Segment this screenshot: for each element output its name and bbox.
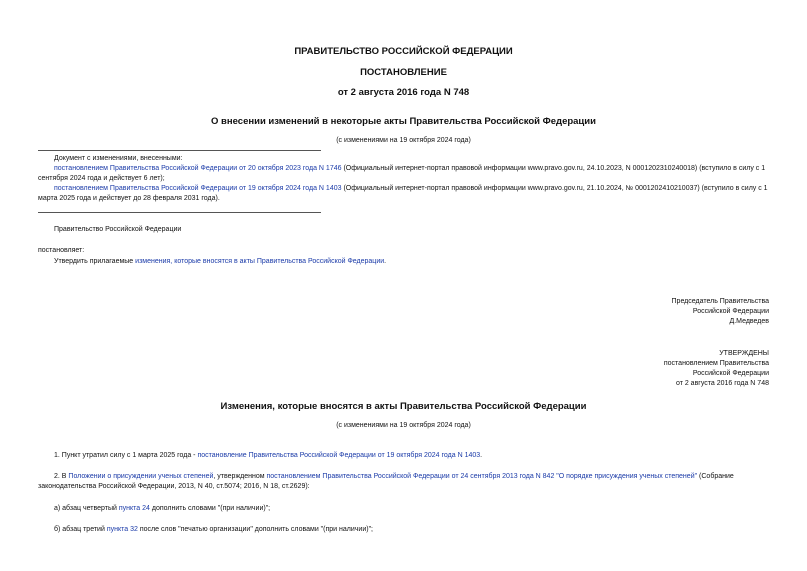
- annex-item-2: 2. В Положении о присуждении ученых степеней, утвержденном постановлением Правительства Российской Федерации от 24 сентября 2013 года N 842 "О порядке присуждения ученых степеней" (Собрание законодательства Российской Федерации, 2013, N 40, ст.5074; 2016, N 18, ст.2629):: [38, 473, 734, 490]
- approved-block: [469, 349, 769, 389]
- signatory-name: Д.Медведев: [729, 318, 769, 325]
- revision-note: (с изменениями на 19 октября 2024 года): [336, 137, 471, 144]
- signatory-position: Председатель Правительства: [671, 298, 769, 305]
- signatory-position-country: Российской Федерации: [692, 308, 769, 315]
- annex-item-1: 1. Пункт утратил силу с 1 марта 2025 года - постановление Правительства Российской Федерации от 19 октября 2024 года N 1403.: [54, 452, 483, 459]
- annex-item-a: а) абзац четвертый пункта 24 дополнить словами "(при наличии)";: [54, 505, 271, 512]
- government-heading: ПРАВИТЕЛЬСТВО РОССИЙСКОЙ ФЕДЕРАЦИИ: [294, 46, 513, 57]
- top-divider: [38, 150, 321, 151]
- approved-line: Российской Федерации: [692, 370, 769, 377]
- amendment-link-1403[interactable]: постановлением Правительства Российской Федерации от 19 октября 2024 года N 1403: [54, 185, 342, 192]
- changes-intro: Документ с изменениями, внесенными:: [54, 155, 183, 162]
- change-item: постановлением Правительства Российской Федерации от 19 октября 2024 года N 1403 (Официальный интернет-портал правовой информации www.pravo.gov.ru, 21.10.2024, № 0001202410210037) (вступило в силу с 1 марта 2025 года и действует до 28 февраля 2031 года).: [38, 185, 768, 202]
- annex-item-b: б) абзац третий пункта 32 после слов "печатью организации" дополнить словами "(при наличии)";: [54, 526, 374, 533]
- signature-block: [469, 297, 769, 327]
- regulation-link[interactable]: Положении о присуждении ученых степеней: [68, 473, 214, 480]
- repeal-decree-link[interactable]: постановление Правительства Российской Федерации от 19 октября 2024 года N 1403: [197, 452, 481, 459]
- annex-title: Изменения, которые вносятся в акты Правительства Российской Федерации: [220, 401, 587, 412]
- amendment-link-1746[interactable]: постановлением Правительства Российской Федерации от 20 октября 2023 года N 1746: [54, 165, 342, 172]
- document-title: О внесении изменений в некоторые акты Правительства Российской Федерации: [211, 116, 596, 127]
- annex-revision: (с изменениями на 19 октября 2024 года): [336, 422, 471, 429]
- document-date: от 2 августа 2016 года N 748: [337, 87, 470, 98]
- approved-word: УТВЕРЖДЕНЫ: [719, 350, 769, 357]
- approve-paragraph: Утвердить прилагаемые изменения, которые вносятся в акты Правительства Российской Федерации.: [54, 258, 387, 265]
- document-type: ПОСТАНОВЛЕНИЕ: [360, 67, 447, 78]
- approved-line: от 2 августа 2016 года N 748: [675, 380, 769, 387]
- change-item: постановлением Правительства Российской Федерации от 20 октября 2023 года N 1746 (Официальный интернет-портал правовой информации www.pravo.gov.ru, 24.10.2023, N 0001202310240018) (вступило в силу с 1 сентября 2024 года и действует 6 лет);: [38, 165, 766, 182]
- decrees-word: постановляет:: [38, 247, 85, 254]
- clause-32-link[interactable]: пункта 32: [106, 526, 138, 533]
- decree-842-link[interactable]: постановлением Правительства Российской Федерации от 24 сентября 2013 года N 842 "О порядке присуждения ученых степеней": [266, 473, 698, 480]
- clause-24-link[interactable]: пункта 24: [118, 505, 150, 512]
- government-line: Правительство Российской Федерации: [54, 226, 182, 233]
- approved-line: постановлением Правительства: [663, 360, 769, 367]
- bottom-divider: [38, 212, 321, 213]
- changes-annex-link[interactable]: изменения, которые вносятся в акты Правительства Российской Федерации: [135, 258, 385, 265]
